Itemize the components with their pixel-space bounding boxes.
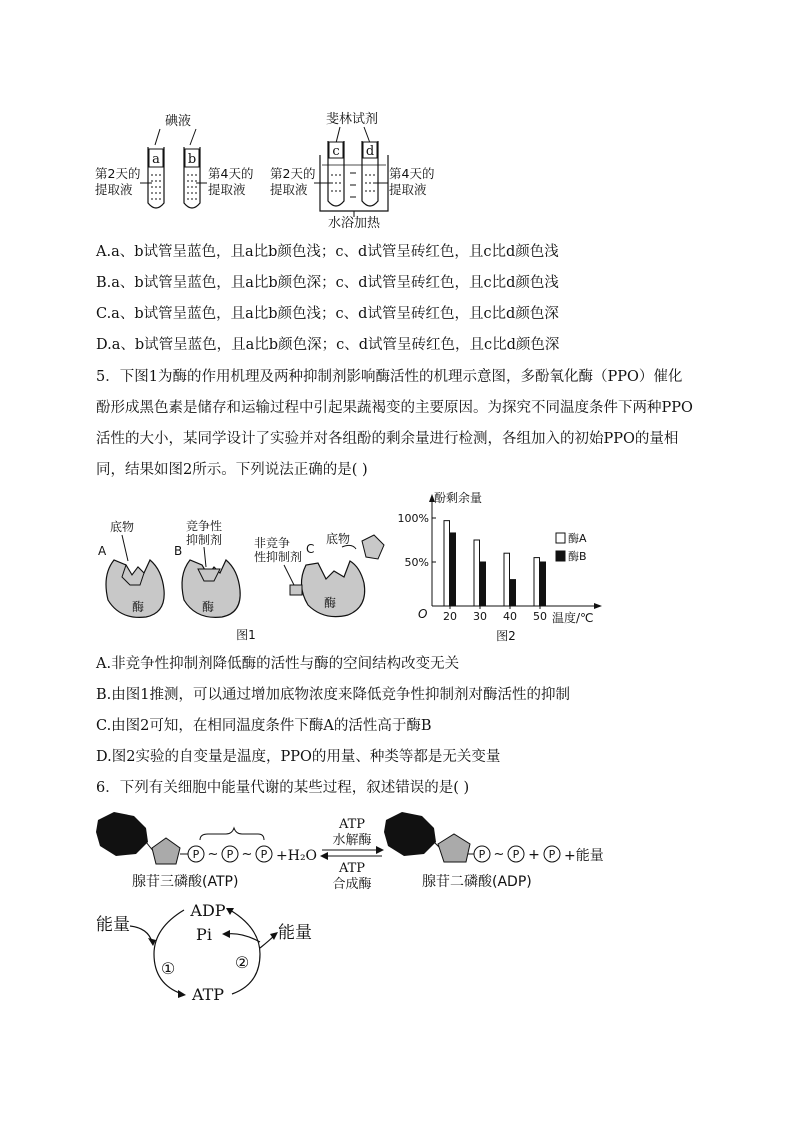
bar-酶B <box>450 533 456 606</box>
bar-酶B <box>480 562 486 606</box>
water-bath-label: 水浴加热 <box>327 216 381 231</box>
q6-stem: 6．下列有关细胞中能量代谢的某些过程，叙述错误的是( ) <box>96 780 470 796</box>
chart-caption: 图2 <box>496 629 516 643</box>
day4-label-right-1: 第4天的 <box>389 166 435 181</box>
phosphate-1 <box>188 846 204 862</box>
chart-origin: O <box>418 607 428 621</box>
bar-酶B <box>540 562 546 606</box>
fig1-caption: 图1 <box>236 628 256 642</box>
day4-label-right-2: 提取液 <box>389 182 427 197</box>
fig1-substrate-a: 底物 <box>110 520 135 534</box>
bar-酶A <box>504 553 510 606</box>
cycle-energy-left: 能量 <box>96 915 130 935</box>
svg-text:P: P <box>478 848 486 861</box>
bar-酶A <box>534 558 540 606</box>
cycle-step-2: ② <box>234 953 250 972</box>
q5-option-d: D.图2实验的自变量是温度，PPO的用量、种类等都是无关变量 <box>96 749 501 765</box>
plus-energy: +能量 <box>564 848 604 864</box>
fig1-comp-inhib-2: 抑制剂 <box>186 533 223 547</box>
adp-right-name: 腺苷二磷酸(ADP) <box>422 874 532 890</box>
svg-text:P: P <box>192 848 200 861</box>
fig1-label-b: B <box>174 544 183 558</box>
bar-酶A <box>444 521 450 606</box>
brace <box>200 828 264 840</box>
fig1-enzyme-c: 酶 <box>324 596 337 610</box>
tilde-1: ~ <box>207 847 219 862</box>
y-tick-label: 100% <box>397 512 429 525</box>
legend-label: 酶B <box>568 550 587 563</box>
adenine-right-shape <box>384 812 436 856</box>
iodine-label: 碘液 <box>164 114 192 129</box>
fig1-label-a: A <box>98 544 107 558</box>
q4-option-d: D.a、b试管呈蓝色，且a比b颜色深；c、d试管呈砖红色，且c比d颜色深 <box>96 337 560 353</box>
tube-c <box>328 141 344 206</box>
fig1-enzyme-a: 酶 <box>132 600 145 614</box>
fig1-label-c: C <box>306 542 315 556</box>
bar-酶B <box>510 580 516 606</box>
fig1-noncomp-2: 性抑制剂 <box>254 550 303 564</box>
bar-酶A <box>474 540 480 606</box>
q5-option-c: C.由图2可知，在相同温度条件下酶A的活性高于酶B <box>96 718 432 734</box>
plus-sign: + <box>528 847 540 863</box>
fehling-label: 斐林试剂 <box>325 112 379 127</box>
adenine-left-shape <box>96 812 148 856</box>
legend-swatch <box>556 533 565 543</box>
cycle-atp: ATP <box>191 985 225 1004</box>
cycle-pi: Pi <box>196 925 212 944</box>
x-tick-label: 40 <box>503 610 517 623</box>
substrate-c-shape <box>362 535 384 559</box>
tilde-2: ~ <box>241 847 253 862</box>
fig1-substrate-c: 底物 <box>326 532 351 546</box>
fig1-noncomp-1: 非竞争 <box>254 536 291 550</box>
atp-left-name: 腺苷三磷酸(ATP) <box>132 874 239 890</box>
svg-text:P: P <box>512 848 520 861</box>
q5-stem: 5．下图1为酶的作用机理及两种抑制剂影响酶活性的机理示意图，多酚氧化酶（PPO）催化酚形成黑色素是储存和运输过程中引起果蔬褐变的主要原因。为探究不同温度条件下两种PPO活性的大小，某同学设计了实验并对各组酚的剩余量进行检测，各组加入的初始PPO的量相同，结果如图2所示。下列说法正确的是( ) <box>96 369 693 478</box>
atp-adp-reaction-figure <box>92 808 622 903</box>
cycle-step-1: ① <box>160 959 176 978</box>
ribose-right-shape <box>438 834 470 862</box>
phosphate-3 <box>256 846 272 862</box>
arrow-hydrolase: 水解酶 <box>332 833 372 848</box>
arrow-atp-bottom: ATP <box>338 861 366 876</box>
tube-c-label: c <box>332 144 340 159</box>
figure-1-enzyme-mechanism <box>94 515 394 645</box>
tube-a <box>148 147 164 208</box>
noncomp-inhibitor-shape <box>290 585 302 595</box>
atp-cycle-figure <box>92 898 332 1008</box>
cycle-adp: ADP <box>190 901 226 920</box>
day4-label-left-1: 第4天的 <box>208 166 254 181</box>
svg-text:P: P <box>226 848 234 861</box>
tube-a-label: a <box>152 152 160 167</box>
legend-label: 酶A <box>568 532 587 545</box>
q4-option-a: A.a、b试管呈蓝色，且a比b颜色浅；c、d试管呈砖红色，且c比d颜色浅 <box>96 244 559 260</box>
tilde-3: ~ <box>493 847 505 862</box>
arrow-synthase: 合成酶 <box>332 877 372 892</box>
day2-label-left-1: 第2天的 <box>95 166 141 181</box>
q5-option-b: B.由图1推测，可以通过增加底物浓度来降低竞争性抑制剂对酶活性的抑制 <box>96 687 570 703</box>
figure-2-bar-chart <box>397 488 610 643</box>
legend-swatch <box>556 551 565 561</box>
day2-label-right-2: 提取液 <box>270 182 308 197</box>
plus-h2o: +H₂O <box>276 848 318 864</box>
q4-option-c: C.a、b试管呈蓝色，且a比b颜色浅；c、d试管呈砖红色，且c比d颜色深 <box>96 306 559 322</box>
tube-d <box>362 141 378 206</box>
day2-label-right-1: 第2天的 <box>270 166 316 181</box>
q5-option-a: A.非竞争性抑制剂降低酶的活性与酶的空间结构改变无关 <box>96 656 460 672</box>
tube-b-label: b <box>187 152 197 167</box>
chart-title: 酚剩余量 <box>434 491 483 505</box>
day2-label-left-2: 提取液 <box>95 182 133 197</box>
test-tube-figure <box>90 105 450 230</box>
tube-d-label: d <box>365 144 375 159</box>
x-tick-label: 50 <box>533 610 547 623</box>
phosphate-6 <box>544 846 560 862</box>
phosphate-2 <box>222 846 238 862</box>
tube-b <box>184 147 200 208</box>
ribose-left-shape <box>152 838 180 864</box>
svg-text:P: P <box>260 848 268 861</box>
phosphate-5 <box>508 846 524 862</box>
fig1-comp-inhib-1: 竞争性 <box>186 519 223 533</box>
arrow-atp-top: ATP <box>338 817 366 832</box>
y-tick-label: 50% <box>404 556 429 569</box>
cycle-energy-right: 能量 <box>278 923 312 943</box>
q4-option-b: B.a、b试管呈蓝色，且a比b颜色深；c、d试管呈砖红色，且c比d颜色浅 <box>96 275 559 291</box>
phosphate-4 <box>474 846 490 862</box>
chart-xlabel: 温度/℃ <box>552 611 594 625</box>
x-tick-label: 20 <box>443 610 457 623</box>
day4-label-left-2: 提取液 <box>208 182 246 197</box>
x-tick-label: 30 <box>473 610 487 623</box>
svg-text:P: P <box>548 848 556 861</box>
fig1-enzyme-b: 酶 <box>202 600 215 614</box>
